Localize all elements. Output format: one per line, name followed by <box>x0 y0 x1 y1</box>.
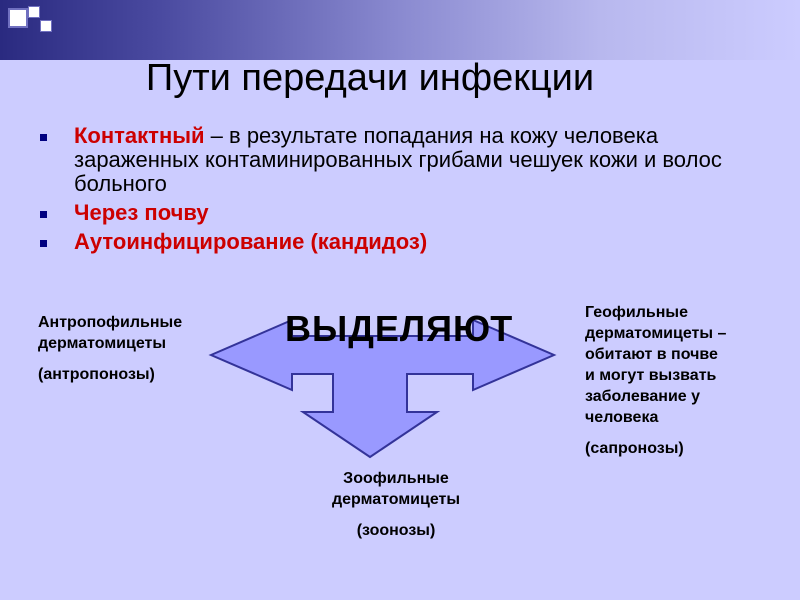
bullet-text: – в результате попадания на кожу человека зараженных контаминированных грибами чешуек кожи и волос больного <box>74 123 722 196</box>
bullet-highlight: Аутоинфицирование (кандидоз) <box>74 229 428 254</box>
left-label-note: (антропонозы) <box>38 366 155 383</box>
left-label <box>38 312 182 385</box>
right-label-note: (сапронозы) <box>585 440 684 457</box>
bottom-label-note: (зоонозы) <box>356 522 436 539</box>
right-label-line: заболевание у <box>585 388 701 405</box>
right-label <box>585 302 726 459</box>
right-label-line: и могут вызвать <box>585 367 717 384</box>
left-label-line: Антропофильные <box>38 314 183 331</box>
center-label: ВЫДЕЛЯЮТ <box>285 308 514 349</box>
slide-title: Пути передачи инфекции <box>145 57 595 99</box>
bullet-highlight: Через почву <box>74 200 209 225</box>
bullet-highlight: Контактный <box>74 123 205 148</box>
left-label-line: дерматомицеты <box>38 335 167 352</box>
right-label-line: дерматомицеты – <box>585 325 727 342</box>
bottom-label-line: дерматомицеты <box>331 491 461 508</box>
right-label-line: обитают в почве <box>585 346 718 363</box>
bottom-label-line: Зоофильные <box>343 470 449 487</box>
right-label-line: человека <box>585 409 659 426</box>
bottom-label <box>300 468 492 541</box>
right-label-line: Геофильные <box>585 304 688 321</box>
